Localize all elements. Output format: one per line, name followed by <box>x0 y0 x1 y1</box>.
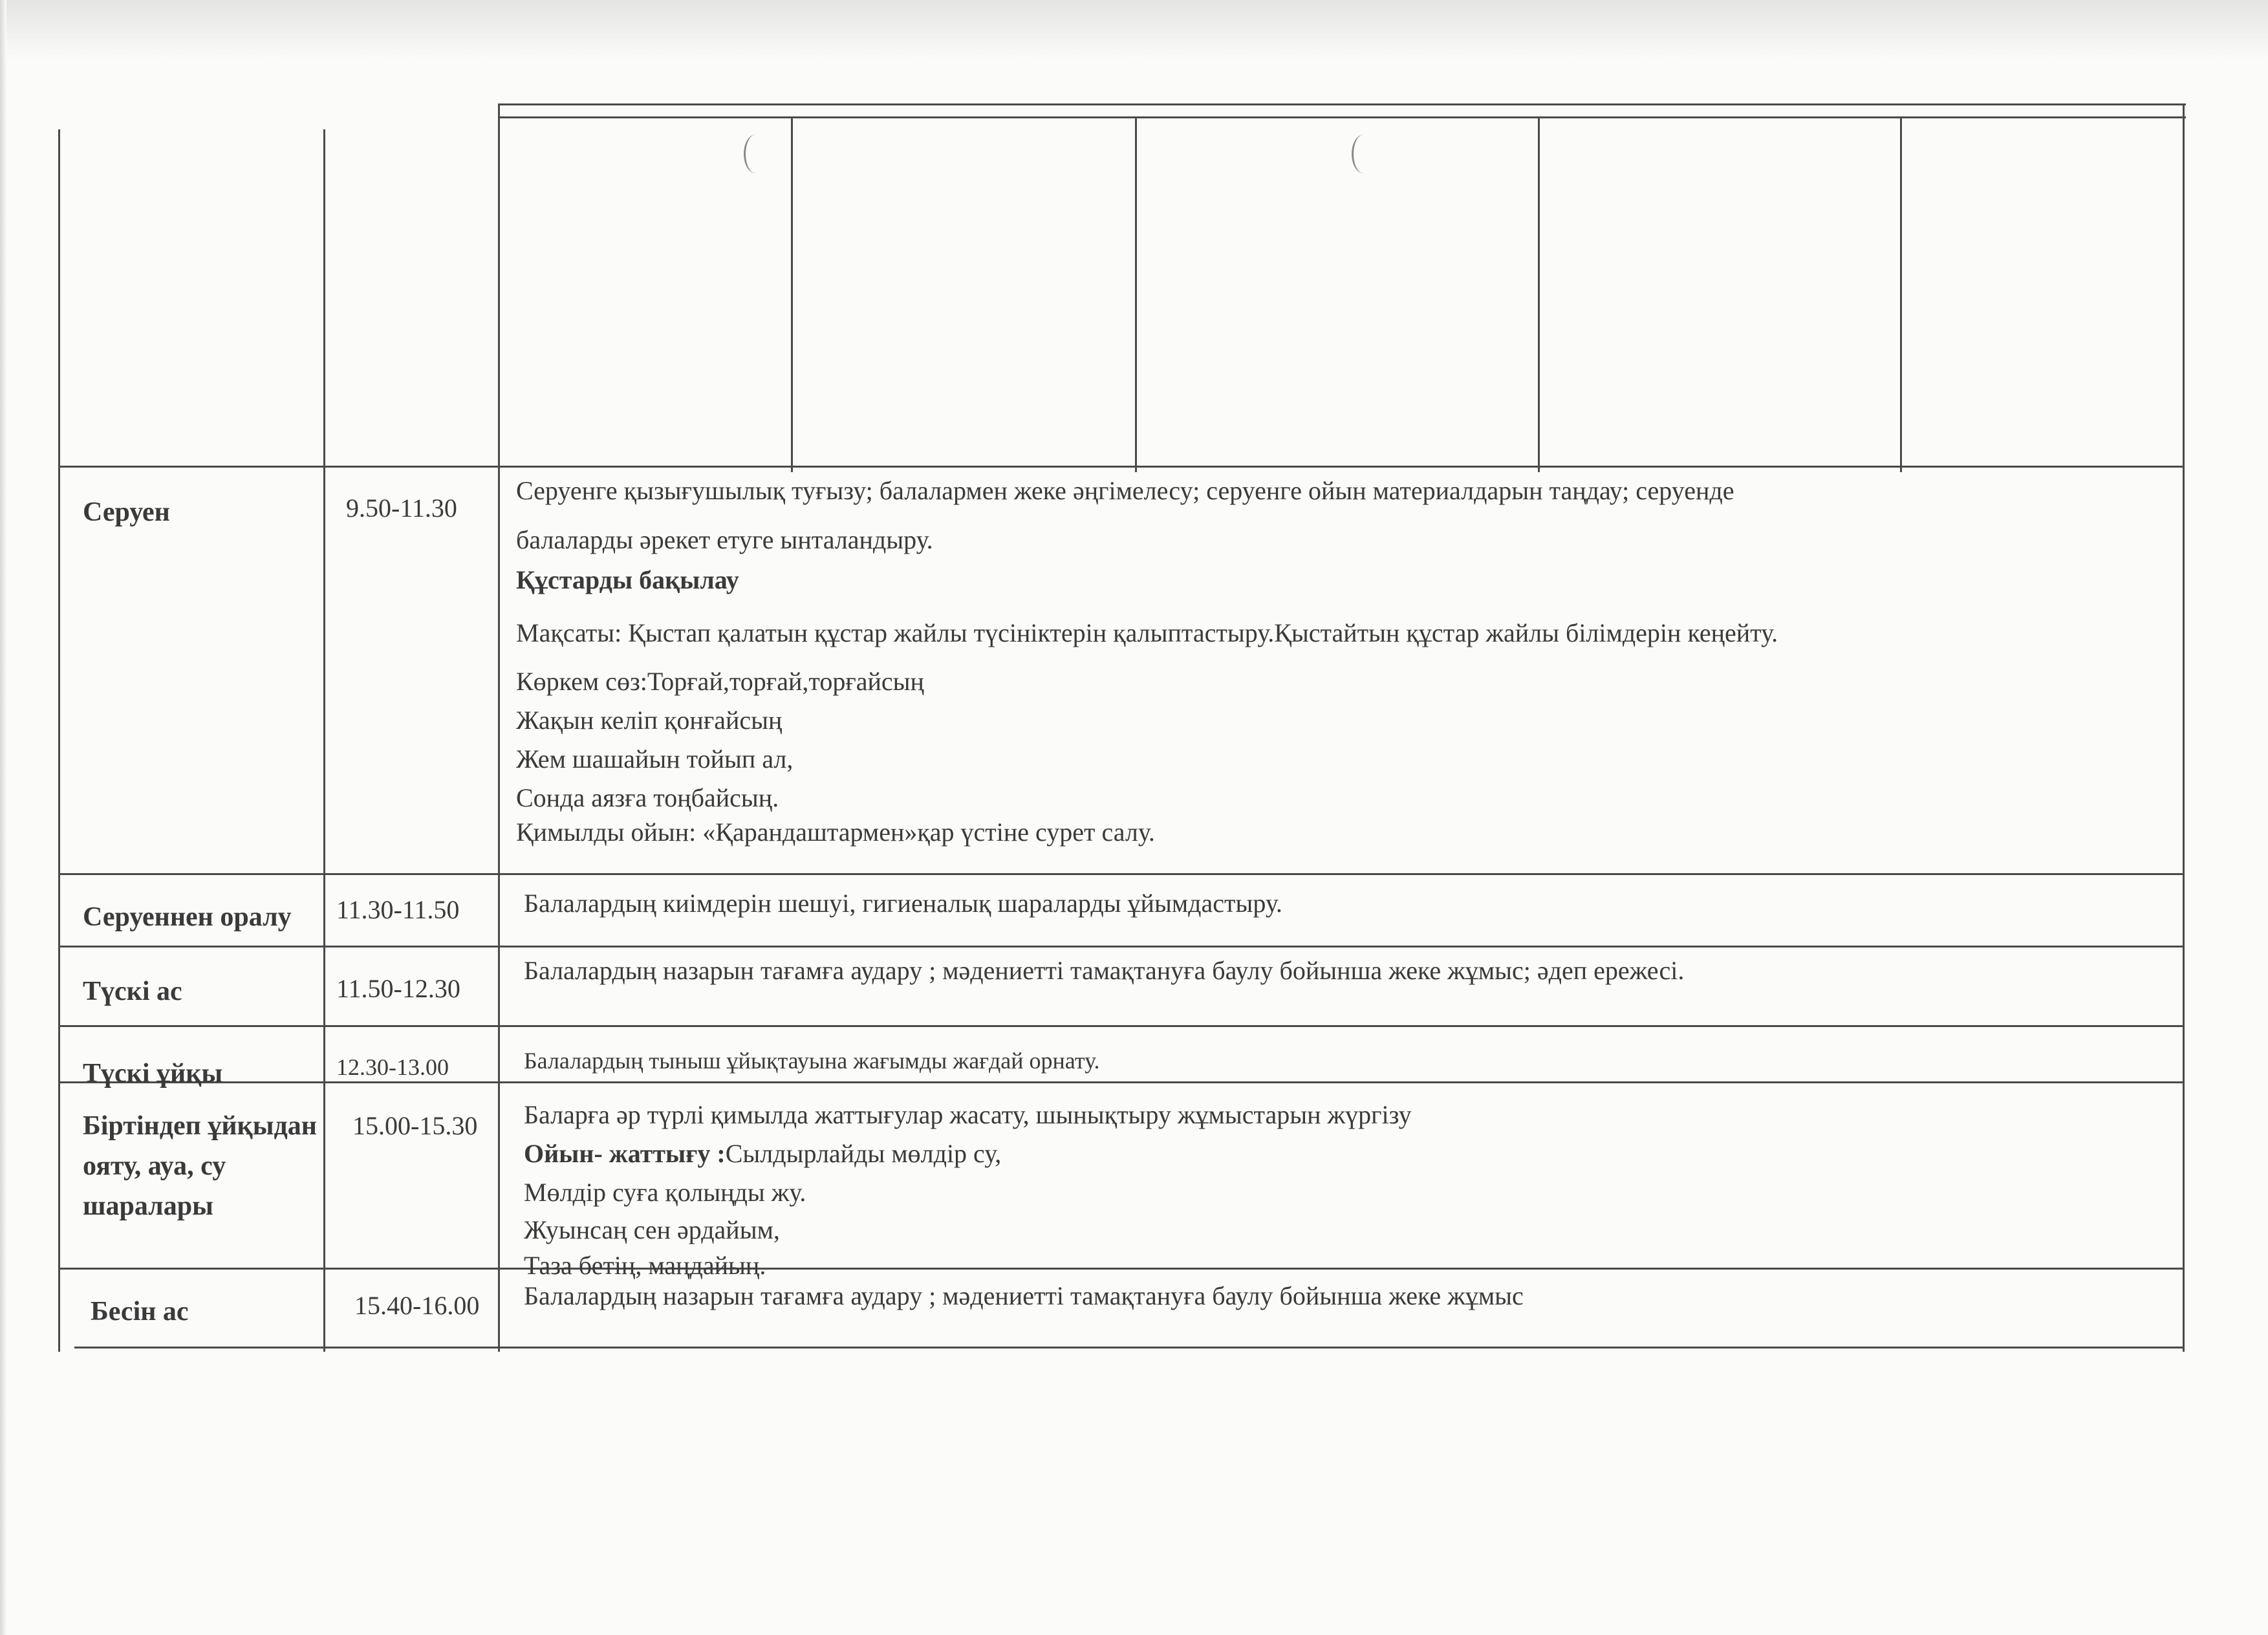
row-divider <box>58 873 2185 875</box>
wakeup-text-line: Мөлдір суға қолыңды жу. <box>524 1178 806 1207</box>
game-label: Ойын- жаттығу : <box>524 1139 726 1168</box>
row-divider <box>58 1025 2185 1027</box>
walk-text-line: Жем шашайын тойып ал, <box>516 744 794 774</box>
game-text: Сылдырлайды мөлдір су, <box>725 1139 1002 1168</box>
walk-text-line: Мақсаты: Қыстап қалатын құстар жайлы түсініктерін қалыптастыру.Қыстайтын құстар жайлы білімдерін кеңейту. <box>516 618 1778 647</box>
walk-text-line: Серуенге қызығушылық туғызу; балалармен жеке әңгімелесу; серуенге ойын материалдарын таңдау; серуенде <box>516 476 1734 505</box>
return-text: Балалардың киімдерін шешуі, гигиеналық шараларды ұйымдастыру. <box>524 889 1282 918</box>
column-divider-1 <box>323 129 325 1352</box>
top-divider-2 <box>1135 116 1137 472</box>
row-label-wakeup: Біртіндеп ұйқыдан ояту, ауа, су шаралары <box>83 1111 317 1221</box>
row-label-return: Серуеннен оралу <box>83 902 292 932</box>
table-top-border <box>498 103 2186 105</box>
row-divider <box>58 1268 2185 1270</box>
walk-text-line: Жақын келіп қонғайсың <box>516 706 783 735</box>
row-label-snack: Бесін ас <box>91 1297 189 1326</box>
row-label-nap: Түскі ұйқы <box>83 1059 223 1088</box>
row-time-walk: 9.50-11.30 <box>346 493 457 523</box>
row-label-walk: Серуен <box>83 497 170 527</box>
top-divider-4 <box>1900 116 1902 472</box>
row-time-wakeup: 15.00-15.30 <box>352 1111 478 1140</box>
table-inner-top-border <box>498 116 2186 118</box>
walk-text-line: Сонда аязға тоңбайсың. <box>516 783 779 812</box>
wakeup-text-line: Жуынсаң сен әрдайым, <box>524 1215 780 1244</box>
walk-text-line: Қимылды ойын: «Қарандаштармен»қар үстіне сурет салу. <box>516 817 1155 847</box>
wakeup-text-line: Баларға әр түрлі қимылда жаттығулар жасату, шынықтыру жұмыстарын жүргізу <box>524 1100 1412 1129</box>
table-bottom-border <box>74 1347 2185 1348</box>
snack-text: Балалардың назарын тағамға аудару ; мәдениетті тамақтануға баулу бойынша жеке жұмыс <box>524 1281 1524 1310</box>
row-time-return: 11.30-11.50 <box>336 895 460 924</box>
row-divider <box>58 466 2185 468</box>
pencil-mark <box>1352 135 1376 173</box>
scan-shadow <box>0 0 6 1635</box>
top-divider-1 <box>791 116 793 472</box>
table-right-border <box>2183 103 2185 1352</box>
pencil-mark <box>744 135 768 173</box>
walk-heading: Құстарды бақылау <box>516 565 739 594</box>
walk-text-line: балаларды әрекет етуге ынталандыру. <box>516 525 933 554</box>
row-time-nap: 12.30-13.00 <box>336 1054 449 1080</box>
lunch-text: Балалардың назарын тағамға аудару ; мәдениетті тамақтануға баулу бойынша жеке жұмыс; әдеп ережесі. <box>524 956 1685 985</box>
table-left-border <box>58 129 60 1352</box>
row-label-lunch: Түскі ас <box>83 977 182 1006</box>
wakeup-game-line <box>524 1135 1001 1172</box>
scan-edge <box>0 0 2268 60</box>
row-divider <box>58 946 2185 947</box>
row-time-lunch: 11.50-12.30 <box>336 974 460 1003</box>
wakeup-text-line: Таза бетің, маңдайың. <box>524 1251 766 1280</box>
nap-text: Балалардың тыныш ұйықтауына жағымды жағдай орнату. <box>524 1048 1100 1074</box>
walk-text-line: Көркем сөз:Торғай,торғай,торғайсың <box>516 667 924 696</box>
row-time-snack: 15.40-16.00 <box>354 1291 480 1320</box>
top-divider-3 <box>1538 116 1540 472</box>
column-divider-2 <box>498 103 500 1352</box>
